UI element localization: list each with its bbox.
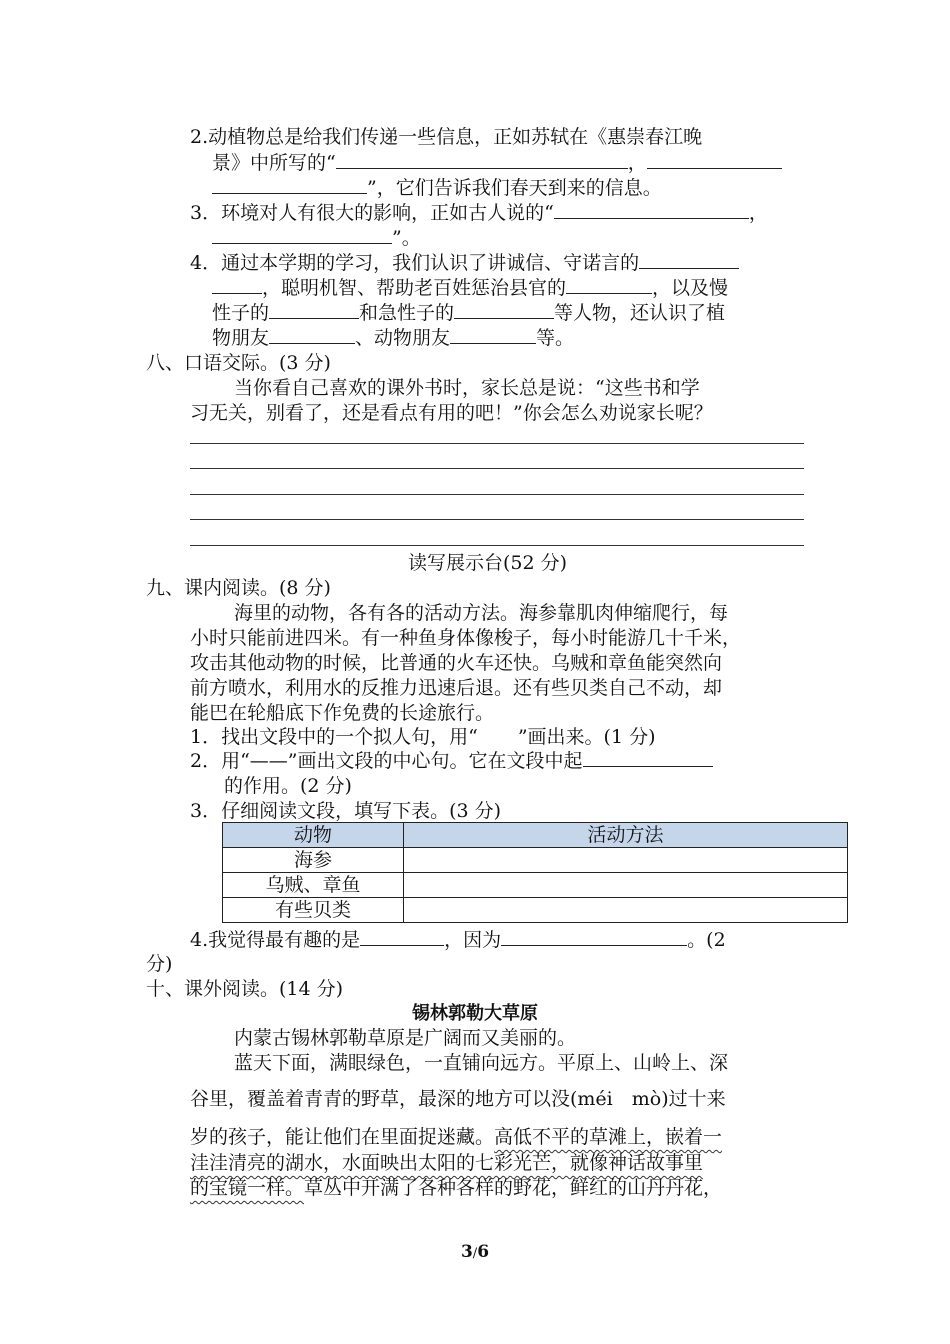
q10-heading: 十、课外阅读。(14 分) xyxy=(146,978,344,1000)
q10-para2-line: 岁的孩子，能让他们在里面捉迷藏。高低不平的草滩上，嵌着一 xyxy=(190,1126,723,1148)
blank[interactable] xyxy=(212,275,262,294)
answer-line[interactable] xyxy=(190,468,804,469)
q7-item2-line3: ”，它们告诉我们春天到来的信息。 xyxy=(212,175,662,201)
q8-prompt-line2: 习无关，别看了，还是看点有用的吧！”你会怎么劝说家长呢？ xyxy=(190,402,713,424)
q9-passage-line: 前方喷水，利用水的反推力迅速后退。还有些贝类自己不动，却 xyxy=(190,677,723,699)
blank[interactable] xyxy=(454,300,554,319)
q10-para2-line: 的宝镜一样。草丛中开满了各种各样的野花，鲜红的山丹丹花， xyxy=(190,1177,723,1199)
q7-item4-line1: 4．通过本学期的学习，我们认识了讲诚信、守诺言的 xyxy=(190,250,739,276)
q10-passage-title: 锡林郭勒大草原 xyxy=(412,1003,538,1024)
q8-heading: 八、口语交际。(3 分) xyxy=(146,352,331,374)
blank[interactable] xyxy=(639,250,739,269)
blank[interactable] xyxy=(212,225,392,244)
q7-item2-line2: 景》中所写的“ ， xyxy=(212,150,782,176)
section-title: 读写展示台(52 分) xyxy=(408,552,568,574)
wavy-mark xyxy=(478,724,518,750)
q7-item2-line1: 2.动植物总是给我们传递一些信息，正如苏轼在《惠崇春江晚 xyxy=(190,126,703,148)
q9-heading: 九、课内阅读。(8 分) xyxy=(146,577,331,599)
blank[interactable] xyxy=(583,748,713,767)
blank[interactable] xyxy=(269,325,355,344)
table-cell-animal: 有些贝类 xyxy=(223,898,404,923)
q9-task1: 1．找出文段中的一个拟人句，用“ ”画出来。(1 分) xyxy=(190,726,656,748)
table-cell-animal: 海参 xyxy=(223,848,404,873)
table-cell-answer[interactable] xyxy=(404,848,848,873)
answer-line[interactable] xyxy=(190,519,804,520)
answer-line[interactable] xyxy=(190,545,804,546)
activity-table xyxy=(222,822,848,923)
table-row xyxy=(223,898,848,923)
q9-task3: 3．仔细阅读文段，填写下表。(3 分) xyxy=(190,800,502,822)
q9-passage-line: 海里的动物，各有各的活动方法。海参靠肌肉伸缩爬行，每 xyxy=(234,602,729,624)
blank[interactable] xyxy=(647,150,782,169)
q7-item3-line2: ”。 xyxy=(212,225,421,251)
q9-task4-line2: 分) xyxy=(146,953,173,975)
q7-item4-line3: 性子的 和急性子的 等人物，还认识了植 xyxy=(212,302,726,324)
q10-para2-line: 蓝天下面，满眼绿色，一直铺向远方。平原上、山岭上、深 xyxy=(234,1052,729,1074)
table-header: 动物 xyxy=(223,823,404,848)
q10-para1: 内蒙古锡林郭勒草原是广阔而又美丽的。 xyxy=(234,1027,577,1049)
q7-item3-line1: 3．环境对人有很大的影响，正如古人说的“ ， xyxy=(190,202,768,224)
page-number: 3/6 xyxy=(460,1242,490,1262)
table-row xyxy=(223,848,848,873)
table-header: 活动方法 xyxy=(404,823,848,848)
blank[interactable] xyxy=(554,200,749,219)
table-cell-answer[interactable] xyxy=(404,873,848,898)
table-cell-answer[interactable] xyxy=(404,898,848,923)
answer-line[interactable] xyxy=(190,494,804,495)
table-header-row xyxy=(223,823,848,848)
answer-line[interactable] xyxy=(190,443,804,444)
wavy-underlined-text: 洼洼清亮的湖水，水面映出太阳的七彩光芒，就像神话故事里 xyxy=(190,1152,704,1174)
table-cell-animal: 乌贼、章鱼 xyxy=(223,873,404,898)
blank[interactable] xyxy=(501,927,687,946)
q7-item4-line4: 物朋友 、动物朋友 等。 xyxy=(212,327,575,349)
blank[interactable] xyxy=(566,275,652,294)
q7-item4-line2: ，聪明机智、帮助老百姓惩治县官的 ，以及慢 xyxy=(212,275,728,301)
wavy-underlined-text: 的宝镜一样。 xyxy=(190,1177,305,1199)
q8-prompt-line1: 当你看自己喜欢的课外书时，家长总是说：“这些书和学 xyxy=(234,377,700,399)
q9-passage-line: 攻击其他动物的时候，比普通的火车还快。乌贼和章鱼能突然向 xyxy=(190,652,723,674)
q9-task2-line1: 2．用“——”画出文段的中心句。它在文段中起 xyxy=(190,748,713,774)
blank[interactable] xyxy=(269,300,359,319)
q9-passage-line: 能巴在轮船底下作免费的长途旅行。 xyxy=(190,702,495,724)
table-row xyxy=(223,873,848,898)
q9-task4-line1: 4.我觉得最有趣的是 ，因为 。(2 xyxy=(190,929,726,951)
blank[interactable] xyxy=(336,150,628,169)
blank[interactable] xyxy=(212,175,367,194)
q10-para2-line: 谷里，覆盖着青青的野草，最深的地方可以没(méi mò)过十来 xyxy=(190,1088,726,1110)
q9-passage-line: 小时只能前进四米。有一种鱼身体像梭子，每小时能游几十千米， xyxy=(190,627,742,649)
q10-para2-line xyxy=(190,1150,703,1176)
wavy-underlined-text: 高低不平的草滩上，嵌着一 xyxy=(494,1126,723,1148)
blank[interactable] xyxy=(450,325,536,344)
blank[interactable] xyxy=(360,927,444,946)
q9-task2-line2: 的作用。(2 分) xyxy=(224,775,352,797)
